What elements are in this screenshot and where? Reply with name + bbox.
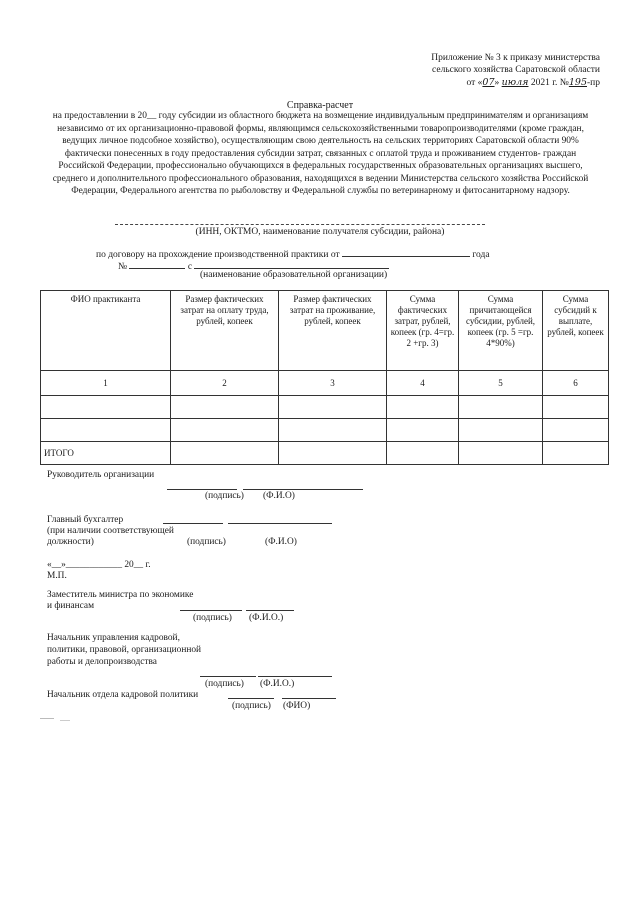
subsidy-table [40, 290, 609, 465]
handwritten-day: 07 [482, 76, 495, 88]
table-cell[interactable] [387, 442, 459, 465]
appendix-header [380, 52, 600, 89]
head-org-label: Руководитель организации [47, 470, 155, 480]
table-cell[interactable] [387, 419, 459, 442]
table-cell[interactable] [387, 396, 459, 419]
sign-caption: (подпись) [187, 537, 226, 547]
col-header-payout: Сумма субсидий к выплате, рублей, копеек [543, 291, 609, 371]
hr-head-fio-line[interactable] [258, 676, 332, 677]
contract-date-blank [342, 256, 470, 257]
hr-dept-label: Начальник отдела кадровой политики [47, 690, 199, 700]
date-line: «__»____________ 20__ г. [47, 560, 151, 570]
chief-acc-note-1: (при наличии соответствующей [47, 526, 174, 536]
table-cell[interactable] [171, 419, 279, 442]
col-header-total-costs: Сумма фактических затрат, рублей, копеек (гр. 4=гр. 2 +гр. 3) [387, 291, 459, 371]
chief-acc-sign-line[interactable] [163, 523, 223, 524]
table-total-row [41, 442, 609, 465]
sign-caption: (подпись) [193, 613, 232, 623]
recipient-label: (ИНН, ОКТМО, наименование получателя субсидии, района) [195, 227, 445, 237]
scan-artifact [40, 718, 54, 719]
recipient-fill-line [115, 224, 485, 225]
hr-head-label-3: работы и делопроизводства [47, 657, 157, 667]
hr-head-sign-line[interactable] [200, 676, 256, 677]
contract-number-line: № с [118, 262, 418, 274]
chief-acc-note-2: должности) [47, 537, 94, 547]
org-name-blank [194, 268, 389, 269]
table-cell[interactable] [279, 442, 387, 465]
fio-caption: (Ф.И.О) [263, 491, 295, 501]
deputy-sign-line[interactable] [180, 610, 242, 611]
fio-caption: (Ф.И.О.) [260, 679, 295, 689]
fio-caption: (ФИО) [283, 701, 311, 711]
table-row [41, 396, 609, 419]
hr-dept-fio-line[interactable] [282, 698, 336, 699]
hr-dept-sign-line[interactable] [228, 698, 274, 699]
table-cell[interactable] [279, 396, 387, 419]
hr-head-label-2: политики, правовой, организационной [47, 645, 202, 655]
table-row [41, 419, 609, 442]
col-header-labor-costs: Размер фактических затрат на оплату труда, рублей, копеек [171, 291, 279, 371]
contract-line: по договору на прохождение производственной практики от года [96, 250, 490, 260]
table-cell[interactable] [171, 396, 279, 419]
col-number: 4 [387, 371, 459, 396]
fio-caption: (Ф.И.О) [265, 537, 297, 547]
col-number: 3 [279, 371, 387, 396]
handwritten-order-number: 195 [568, 76, 587, 88]
col-header-housing-costs: Размер фактических затрат на проживание, рублей, копеек [279, 291, 387, 371]
handwritten-month: июля [501, 76, 529, 88]
deputy-minister-label-2: и финансам [47, 601, 95, 611]
appendix-line-1: Приложение № 3 к приказу министерства [431, 53, 600, 63]
table-cell[interactable] [279, 419, 387, 442]
appendix-line-2: сельского хозяйства Саратовской области [432, 65, 600, 76]
total-label: ИТОГО [41, 442, 171, 465]
col-header-fio: ФИО практиканта [41, 291, 171, 371]
table-number-row [41, 371, 609, 396]
table-cell[interactable] [459, 442, 543, 465]
chief-accountant-label: Главный бухгалтер [47, 515, 124, 525]
stamp-mark: М.П. [47, 571, 67, 581]
head-org-sign-line[interactable] [167, 489, 237, 490]
table-cell[interactable] [41, 396, 171, 419]
table-header-row [41, 291, 609, 371]
appendix-date-line: от «07» июля 2021 г. №195-пр [466, 76, 600, 88]
col-number: 1 [41, 371, 171, 396]
org-label: (наименование образовательной организации) [200, 270, 388, 280]
sign-caption: (подпись) [205, 679, 244, 689]
col-number: 5 [459, 371, 543, 396]
col-number: 6 [543, 371, 609, 396]
fio-caption: (Ф.И.О.) [249, 613, 284, 623]
deputy-minister-label-1: Заместитель министра по экономике [47, 590, 194, 600]
table-cell[interactable] [543, 419, 609, 442]
document-intro: на предоставлении в 20__ году субсидии из областного бюджета на возмещение индивидуальным предпринимателям и организациям независимо от их организационно-правовой формы, являющимся сельскохозяйственными товаропроизводителями (кроме граждан, ведущих личное подсобное хозяйство), осуществляющим свою деятельность на сельских территориях Саратовской области 90% фактически понесенных в году предоставления субсидии затрат, связанных с оплатой труда и проживанием студентов- граждан Российской Федерации, профессионально обучающихся в федеральных государственных образовательных организациях высшего, среднего и дополнительного профессионального образования, находящихся в ведении Министерства сельского хозяйства Российской Федерации, Федерального агентства по рыболовству и Федеральной службы по ветеринарному и фитосанитарному надзору. [52, 111, 589, 196]
table-cell[interactable] [459, 419, 543, 442]
col-number: 2 [171, 371, 279, 396]
table-cell[interactable] [171, 442, 279, 465]
sign-caption: (подпись) [205, 491, 244, 501]
deputy-fio-line[interactable] [246, 610, 294, 611]
col-header-due-subsidy: Сумма причитающейся субсидии, рублей, копеек (гр. 5 =гр. 4*90%) [459, 291, 543, 371]
table-cell[interactable] [459, 396, 543, 419]
table-cell[interactable] [543, 442, 609, 465]
sign-caption: (подпись) [232, 701, 271, 711]
head-org-fio-line[interactable] [243, 489, 363, 490]
table-cell[interactable] [41, 419, 171, 442]
chief-acc-fio-line[interactable] [228, 523, 332, 524]
document-title: Справка-расчет [286, 100, 354, 111]
hr-head-label-1: Начальник управления кадровой, [47, 633, 180, 643]
contract-number-blank [129, 268, 185, 269]
scan-artifact [60, 720, 70, 721]
table-cell[interactable] [543, 396, 609, 419]
